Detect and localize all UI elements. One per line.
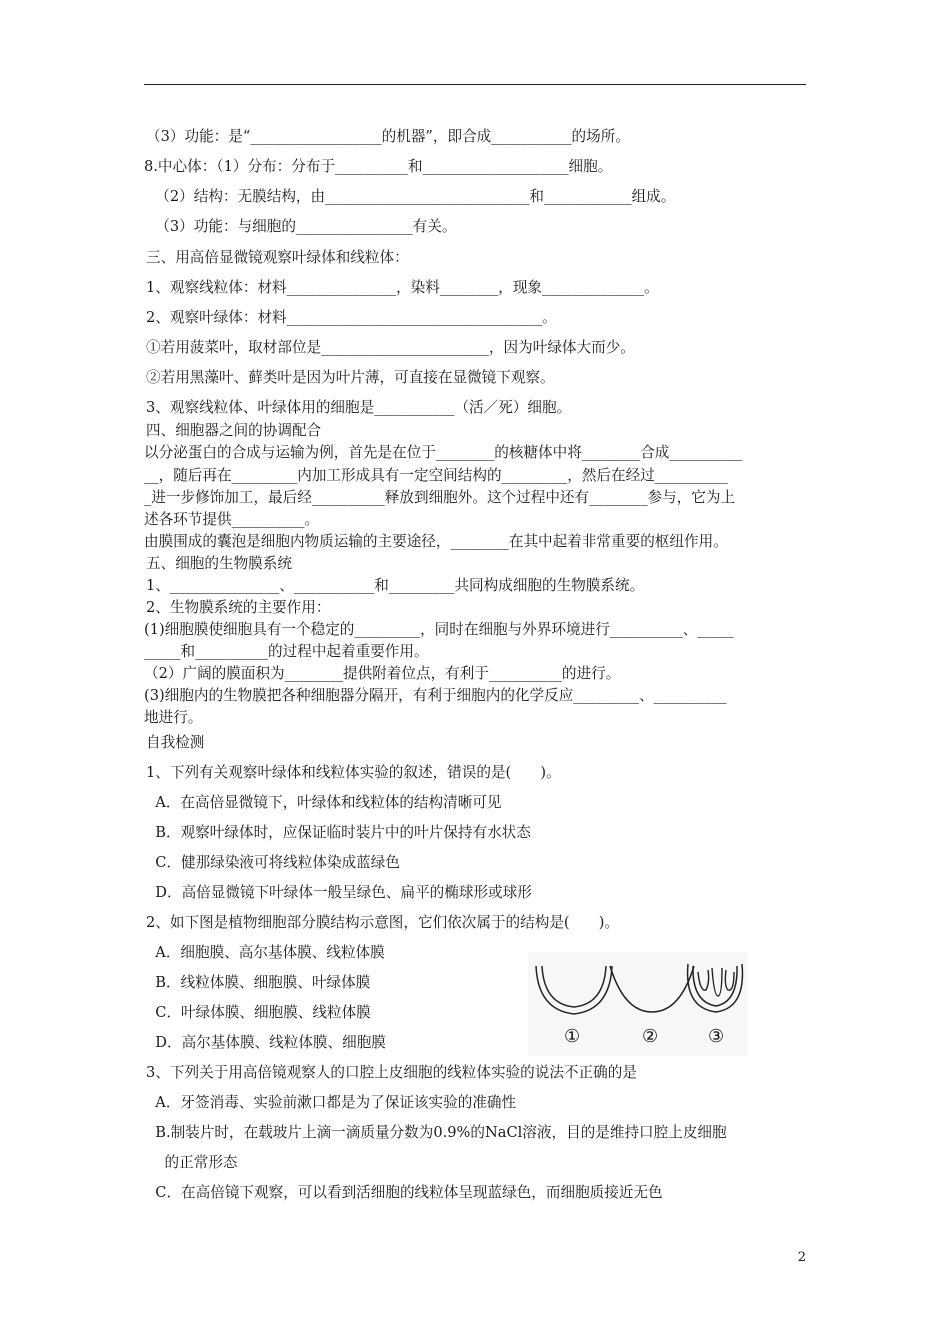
text-line: （3）功能：是“__________________的机器”，即合成___________的场所。: [146, 128, 630, 145]
figure-label-1: ①: [564, 1026, 581, 1047]
question-1: 1、下列有关观察叶绿体和线粒体实验的叙述，错误的是( )。: [146, 764, 561, 781]
figure-label-2: ②: [642, 1026, 659, 1047]
figure-label-3: ③: [708, 1026, 725, 1047]
section-heading: 四、细胞器之间的协调配合: [146, 422, 322, 439]
question-3: 3、下列关于用高倍镜观察人的口腔上皮细胞的线粒体实验的说法不正确的是: [146, 1064, 637, 1081]
option-b: B．线粒体膜、细胞膜、叶绿体膜: [146, 974, 371, 991]
page-number: 2: [797, 1250, 806, 1265]
text-line: ②若用黑藻叶、藓类叶是因为叶片薄，可直接在显微镜下观察。: [146, 369, 555, 386]
option-b: B.制装片时，在载玻片上滴一滴质量分数为0.9%的NaCl溶液，目的是维持口腔上皮细胞: [146, 1124, 727, 1141]
option-b-continued: 的正常形态: [146, 1154, 238, 1171]
text-line: __，随后再在_________内加工形成具有一定空间结构的_________，然后在经过__________: [144, 467, 728, 484]
option-d: D．高尔基体膜、线粒体膜、细胞膜: [146, 1034, 386, 1051]
header-rule: [144, 84, 806, 85]
option-a: A．细胞膜、高尔基体膜、线粒体膜: [146, 944, 385, 961]
option-c: C．健那绿染液可将线粒体染成蓝绿色: [146, 854, 400, 871]
text-line: ①若用菠菜叶，取材部位是_______________________，因为叶绿体大而少。: [146, 339, 635, 356]
section-heading: 三、用高倍显微镜观察叶绿体和线粒体：: [146, 249, 409, 266]
section-heading: 五、细胞的生物膜系统: [146, 555, 292, 572]
text-line: 2、生物膜系统的主要作用：: [146, 599, 331, 616]
text-line: 2、观察叶绿体：材料___________________________________。: [146, 309, 557, 326]
option-c: C．叶绿体膜、细胞膜、线粒体膜: [146, 1004, 371, 1021]
option-a: A．牙签消毒、实验前漱口都是为了保证该实验的准确性: [146, 1094, 517, 1111]
option-b: B．观察叶绿体时，应保证临时装片中的叶片保持有水状态: [146, 824, 531, 841]
option-d: D．高倍显微镜下叶绿体一般呈绿色、扁平的椭球形或球形: [146, 884, 532, 901]
text-line: _____和__________的过程中起着重要作用。: [144, 643, 429, 660]
text-line: (3)细胞内的生物膜把各种细胞器分隔开，有利于细胞内的化学反应_________、__________: [144, 687, 727, 704]
text-line: 以分泌蛋白的合成与运输为例，首先是在位于________的核糖体中将________合成__________: [144, 444, 743, 461]
text-line: 8.中心体：（1）分布：分布于__________和____________________细胞。: [144, 158, 613, 175]
text-line: 1、观察线粒体：材料_______________，染料________，现象______________。: [146, 279, 659, 296]
text-line: （2）广阔的膜面积为________提供附着位点，有利于__________的进行。: [144, 665, 621, 682]
membrane-structure-figure: [528, 952, 748, 1056]
text-line: (1)细胞膜使细胞具有一个稳定的_________，同时在细胞与外界环境进行__________、_____: [144, 621, 734, 638]
text-line: 述各环节提供__________。: [144, 511, 320, 528]
option-c: C．在高倍镜下观察，可以看到活细胞的线粒体呈现蓝绿色，而细胞质接近无色: [146, 1184, 663, 1201]
option-a: A．在高倍显微镜下，叶绿体和线粒体的结构清晰可见: [146, 794, 502, 811]
text-line: （2）结构：无膜结构，由____________________________和____________组成。: [146, 188, 676, 205]
text-line: 3、观察线粒体、叶绿体用的细胞是___________（活／死）细胞。: [146, 399, 572, 416]
question-2: 2、如下图是植物细胞部分膜结构示意图，它们依次属于的结构是( )。: [146, 914, 620, 931]
text-line: （3）功能：与细胞的________________有关。: [146, 218, 457, 235]
text-line: 由膜围成的囊泡是细胞内物质运输的主要途径，________在其中起着非常重要的枢纽作用。: [144, 533, 728, 550]
text-line: _进一步修饰加工，最后经__________释放到细胞外。这个过程中还有________参与，它为上: [144, 489, 736, 506]
text-line: 1、_______________、___________和_________共同构成细胞的生物膜系统。: [146, 577, 645, 594]
section-heading: 自我检测: [146, 734, 205, 751]
text-line: 地进行。: [144, 709, 203, 726]
